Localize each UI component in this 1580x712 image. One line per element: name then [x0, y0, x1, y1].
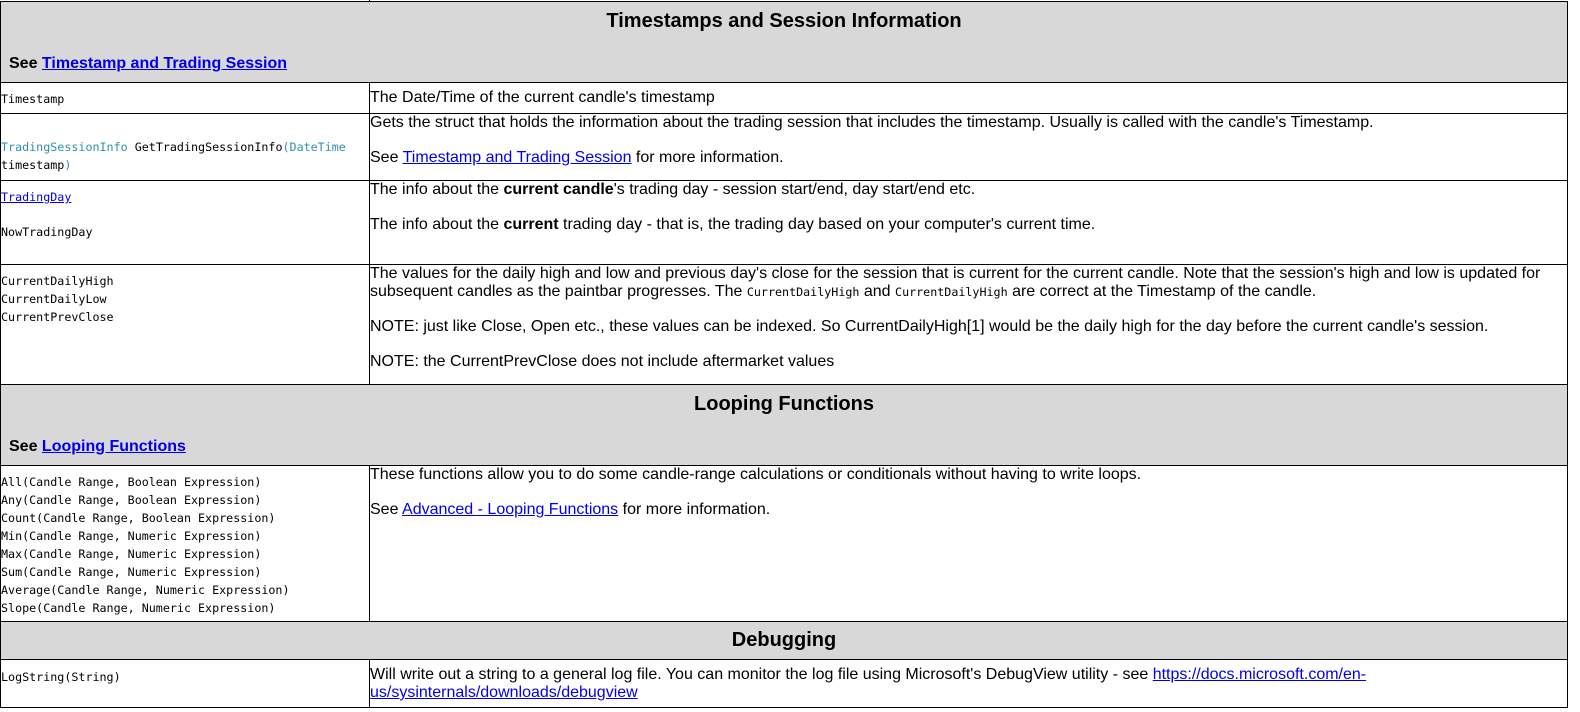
see-prefix: See	[9, 438, 38, 455]
table-row-looping	[1, 466, 1568, 622]
code-any: Any(Candle Range, Boolean Expression)	[1, 493, 262, 507]
see-also: See Advanced - Looping Functions for more information.	[370, 501, 771, 518]
code-current-daily-high: CurrentDailyHigh	[1, 274, 114, 288]
advanced-looping-functions-link[interactable]: Advanced - Looping Functions	[402, 501, 619, 518]
code-all: All(Candle Range, Boolean Expression)	[1, 475, 262, 489]
code-count: Count(Candle Range, Boolean Expression)	[1, 511, 276, 525]
note-aftermarket: NOTE: the CurrentPrevClose does not include aftermarket values	[370, 353, 835, 370]
section-header-looping	[1, 385, 1568, 466]
code-slope: Slope(Candle Range, Numeric Expression)	[1, 601, 276, 615]
section-title: Timestamps and Session Information	[606, 10, 962, 32]
description-current-day: The info about the current trading day - that is, the trading day based on your computer's current time.	[370, 216, 1096, 233]
timestamp-session-link[interactable]: Timestamp and Trading Session	[402, 149, 632, 166]
section-header-debugging	[1, 622, 1568, 660]
code-get-trading-session-info: TradingSessionInfo GetTradingSessionInfo(DateTime	[1, 140, 346, 154]
code-now-trading-day: NowTradingDay	[1, 225, 93, 239]
description: Will write out a string to a general log file. You can monitor the log file using Microsoft's DebugView utility - see https://docs.microsoft.com/en- us/sysinternals/downloads/debugview	[370, 666, 1367, 701]
note-indexed: NOTE: just like Close, Open etc., these values can be indexed. So CurrentDailyHigh[1] would be the daily high for the day before the current candle's session.	[370, 318, 1489, 335]
description: These functions allow you to do some candle-range calculations or conditionals without having to write loops.	[370, 466, 1142, 483]
table-row-trading-day	[1, 181, 1568, 265]
section-title: Debugging	[731, 629, 837, 651]
description: Gets the struct that holds the information about the trading session that includes the timestamp. Usually is called with the candle's Timestamp.	[370, 114, 1374, 131]
code-min: Min(Candle Range, Numeric Expression)	[1, 529, 262, 543]
see-also: See Timestamp and Trading Session for more information.	[370, 149, 784, 166]
table-row-logstring	[1, 660, 1568, 708]
section-title: Looping Functions	[694, 393, 874, 415]
code-average: Average(Candle Range, Numeric Expression)	[1, 583, 290, 597]
description: The values for the daily high and low and previous day's close for the session that is current for the current candle. Note that the session's high and low is updated for subsequent candles as the paintbar progresses. The CurrentDailyHigh and CurrentDailyHigh are correct at the Timestamp of the candle.	[370, 265, 1541, 300]
looping-functions-link[interactable]: Looping Functions	[41, 438, 186, 455]
code-max: Max(Candle Range, Numeric Expression)	[1, 547, 262, 561]
code-logstring: LogString(String)	[1, 670, 121, 684]
timestamp-session-link[interactable]: Timestamp and Trading Session	[41, 55, 288, 72]
see-prefix: See	[9, 55, 38, 72]
reference-table	[0, 1, 1568, 708]
description: The Date/Time of the current candle's timestamp	[370, 89, 715, 106]
code-sum: Sum(Candle Range, Numeric Expression)	[1, 565, 262, 579]
table-row-timestamp	[1, 83, 1568, 114]
section-see-line	[1, 416, 1567, 457]
table-row-session-info	[1, 114, 1568, 181]
code-current-prev-close: CurrentPrevClose	[1, 310, 114, 324]
description-current-candle: The info about the current candle's trading day - session start/end, day start/end etc.	[370, 181, 976, 198]
table-row-current-daily	[1, 265, 1568, 385]
code-param: timestamp)	[1, 158, 72, 172]
trading-day-link[interactable]: TradingDay	[1, 190, 72, 204]
debugview-link[interactable]: https://docs.microsoft.com/en- us/sysinternals/downloads/debugview	[370, 666, 1367, 701]
section-header-timestamps	[1, 2, 1568, 83]
code-timestamp: Timestamp	[1, 92, 65, 106]
section-see-line	[1, 33, 1567, 74]
code-current-daily-low: CurrentDailyLow	[1, 292, 107, 306]
